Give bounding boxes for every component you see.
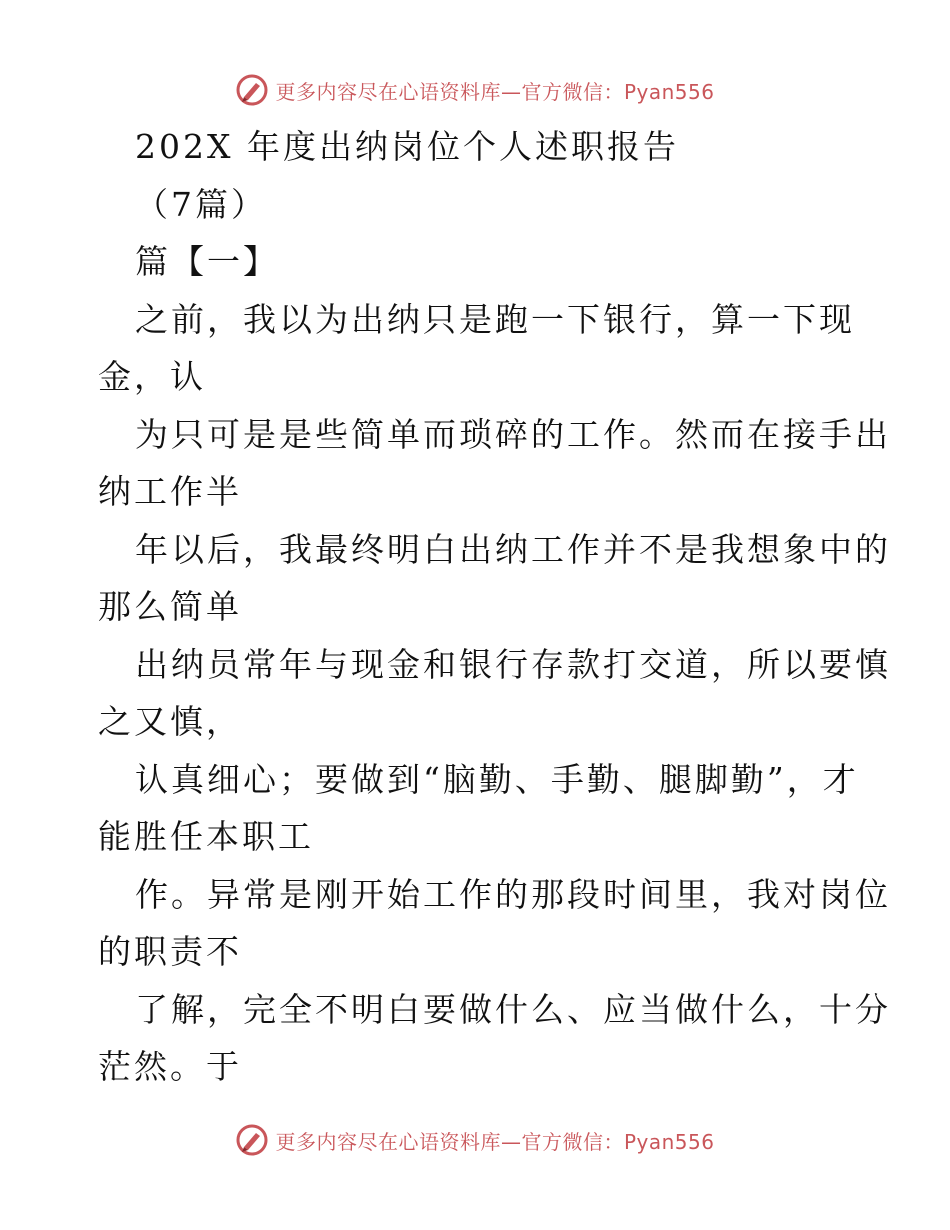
pen-logo-icon [235, 73, 269, 107]
paragraph-line: 之前，我以为出纳只是跑一下银行，算一下现 [135, 299, 855, 339]
paragraph-line: 年以后，我最终明白出纳工作并不是我想象中的 [135, 529, 891, 569]
paragraph-line: 能胜任本职工 [98, 817, 314, 856]
paragraph-line: 了解，完全不明白要做什么、应当做什么，十分 [135, 989, 891, 1029]
paragraph-line: 茫然。于 [98, 1047, 242, 1086]
paragraph-line: 之又慎， [98, 702, 242, 741]
watermark-text: 更多内容尽在心语资料库—官方微信：Pyan556 [275, 1129, 715, 1154]
paragraph-line: 金，认 [98, 357, 206, 396]
watermark-header [0, 70, 950, 110]
watermark-footer [0, 1120, 950, 1160]
watermark-text: 更多内容尽在心语资料库—官方微信：Pyan556 [275, 79, 715, 104]
paragraph-line: 那么简单 [98, 587, 242, 626]
document-subtitle: （7篇） [135, 184, 267, 224]
section-heading: 篇【一】 [135, 242, 279, 281]
document-title: 202X 年度出纳岗位个人述职报告 [135, 127, 679, 166]
paragraph-line: 为只可是是些简单而琐碎的工作。然而在接手出 [135, 414, 891, 454]
paragraph-line: 认真细心；要做到“脑勤、手勤、腿脚勤”，才 [135, 759, 859, 799]
document-body [98, 118, 891, 1096]
paragraph-line: 纳工作半 [98, 472, 242, 511]
paragraph-line: 作。异常是刚开始工作的那段时间里，我对岗位 [135, 874, 891, 914]
paragraph-line: 的职责不 [98, 932, 242, 971]
paragraph-line: 出纳员常年与现金和银行存款打交道，所以要慎 [135, 644, 891, 684]
pen-logo-icon [235, 1123, 269, 1157]
